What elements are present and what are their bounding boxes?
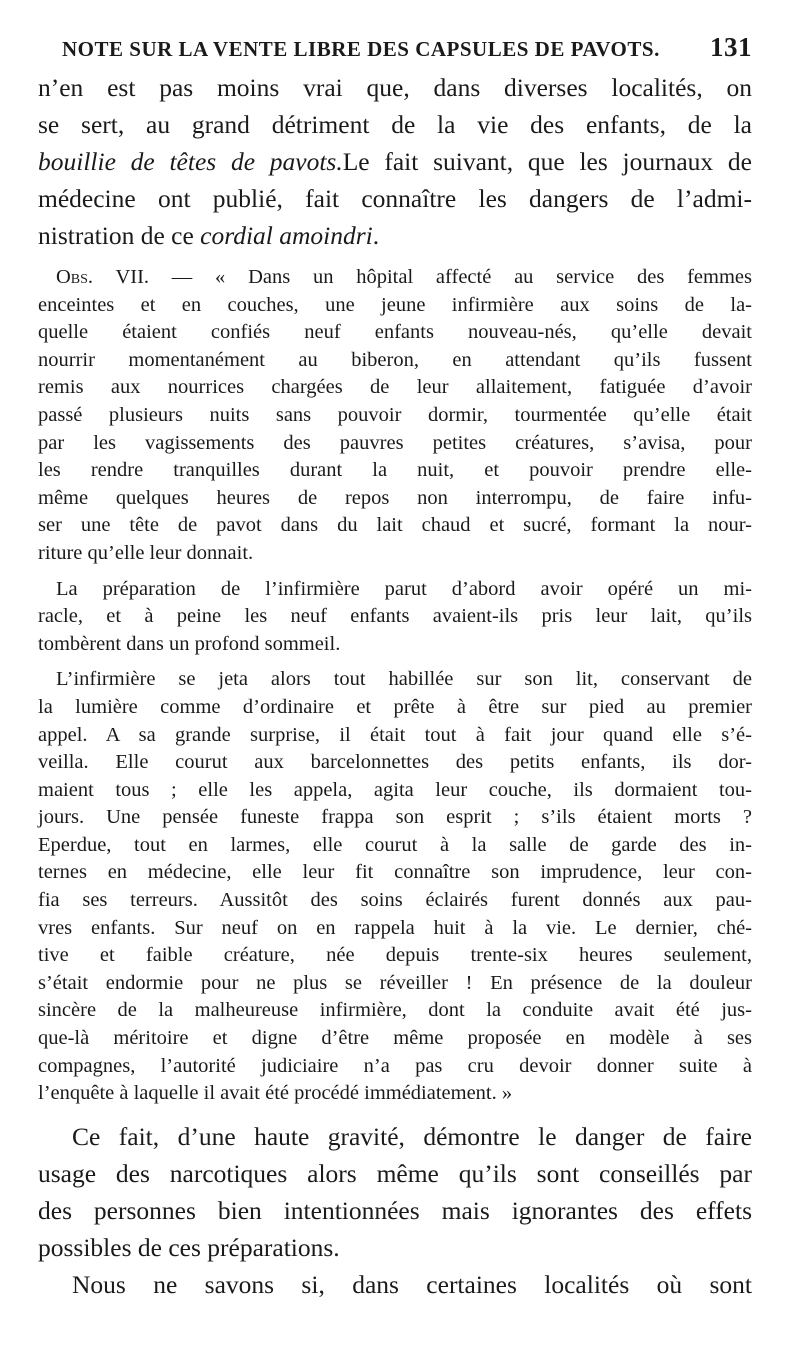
- text-line: enceintes et en couches, une jeune infirmière aux soins de la-: [38, 293, 752, 316]
- text-line: les rendre tranquilles durant la nuit, et pouvoir prendre elle-: [38, 459, 752, 482]
- text-line: compagnes, l’autorité judiciaire n’a pas cru devoir donner suite à: [38, 1054, 752, 1077]
- text-line: ternes en médecine, elle leur fit connaître son imprudence, leur con-: [38, 861, 752, 884]
- text-line: Nous ne savons si, dans certaines localités où sont: [72, 1269, 752, 1299]
- text-line: passé plusieurs nuits sans pouvoir dormir, tourmentée qu’elle était: [38, 403, 752, 426]
- text-line: maient tous ; elle les appela, agita leur couche, ils dormaient tou-: [38, 778, 752, 801]
- page-number: 131: [710, 32, 752, 62]
- text-line: racle, et à peine les neuf enfants avaient-ils pris leur lait, qu’ils: [38, 605, 752, 628]
- paragraph-nurse: [38, 666, 752, 1108]
- observation-paragraph: [38, 264, 752, 568]
- text-line: La préparation de l’infirmière parut d’abord avoir opéré un mi-: [56, 577, 752, 600]
- paragraph-next: [38, 1266, 752, 1303]
- running-head-title: NOTE SUR LA VENTE LIBRE DES CAPSULES DE PAVOTS.: [62, 37, 660, 61]
- text-line: sincère de la malheureuse infirmière, dont la conduite avait été jus-: [38, 999, 752, 1022]
- text-line: L’infirmière se jeta alors tout habillée sur son lit, conservant de: [56, 668, 752, 691]
- paragraph-conclusion: [38, 1118, 752, 1266]
- text-line: veilla. Elle courut aux barcelonnettes des petits enfants, ils dor-: [38, 751, 752, 774]
- text-line: par les vagissements des pauvres petites créatures, s’avisa, pour: [38, 431, 752, 454]
- text-line: s’était endormie pour ne plus se réveiller ! En présence de la douleur: [38, 971, 752, 994]
- text-line: vres enfants. Sur neuf on en rappela huit à la vie. Le dernier, ché-: [38, 916, 752, 939]
- paragraph-preparation: [38, 576, 752, 659]
- text-line: quelle étaient confiés neuf enfants nouveau-nés, qu’elle devait: [38, 321, 752, 344]
- text-line: médecine ont publié, fait connaître les dangers de l’admi-: [38, 184, 752, 213]
- text-line: appel. A sa grande surprise, il était tout à fait jour quand elle s’é-: [38, 723, 752, 746]
- text-line: jours. Une pensée funeste frappa son esprit ; s’ils étaient morts ?: [38, 806, 752, 829]
- text-span: — « Dans un hôpital affecté au service des femmes: [171, 266, 752, 288]
- text-line: usage des narcotiques alors même qu’ils sont conseillés par: [38, 1158, 752, 1188]
- text-line: la lumière comme d’ordinaire et prête à être sur pied au premier: [38, 695, 752, 718]
- text-line: possibles de ces préparations.: [38, 1232, 340, 1262]
- running-head: [62, 32, 752, 63]
- text-line: n’en est pas moins vrai que, dans diverses localités, on: [38, 73, 752, 102]
- text-line: Ce fait, d’une haute gravité, démontre le danger de faire: [72, 1121, 752, 1151]
- text-line: [38, 264, 752, 292]
- text-line: [38, 143, 752, 180]
- text-line: tombèrent dans un profond sommeil.: [38, 632, 341, 655]
- text-line: se sert, au grand détriment de la vie des enfants, de la: [38, 110, 752, 139]
- text-line: Eperdue, tout en larmes, elle courut à la salle de garde des in-: [38, 833, 752, 856]
- text-line: tive et faible créature, née depuis trente-six heures seulement,: [38, 944, 752, 967]
- intro-paragraph: [38, 69, 752, 254]
- text-line: ser une tête de pavot dans du lait chaud et sucré, formant la nour-: [38, 514, 752, 537]
- text-line: remis aux nourrices chargées de leur allaitement, fatiguée d’avoir: [38, 376, 752, 399]
- text-line: même quelques heures de repos non interrompu, de faire infu-: [38, 486, 752, 509]
- text-line: que-là méritoire et digne d’être même proposée en modèle à ses: [38, 1027, 752, 1050]
- text-line: [38, 217, 752, 254]
- text-line: des personnes bien intentionnées mais ignorantes des effets: [38, 1195, 752, 1225]
- text-span: Le fait suivant, que les journaux de: [342, 147, 752, 176]
- text-line: riture qu’elle leur donnait.: [38, 541, 254, 564]
- text-line: l’enquête à laquelle il avait été procédé immédiatement. »: [38, 1082, 513, 1105]
- italic-phrase: cordial amoindri: [200, 221, 373, 250]
- observation-label: Obs. VII.: [56, 266, 150, 288]
- text-span: nistration de ce: [38, 221, 201, 250]
- text-span: .: [372, 221, 380, 250]
- italic-phrase: bouillie de têtes de pavots.: [38, 147, 343, 176]
- text-line: nourrir momentanément au biberon, en attendant qu’ils fussent: [38, 348, 752, 371]
- text-line: fia ses terreurs. Aussitôt des soins éclairés furent donnés aux pau-: [38, 889, 752, 912]
